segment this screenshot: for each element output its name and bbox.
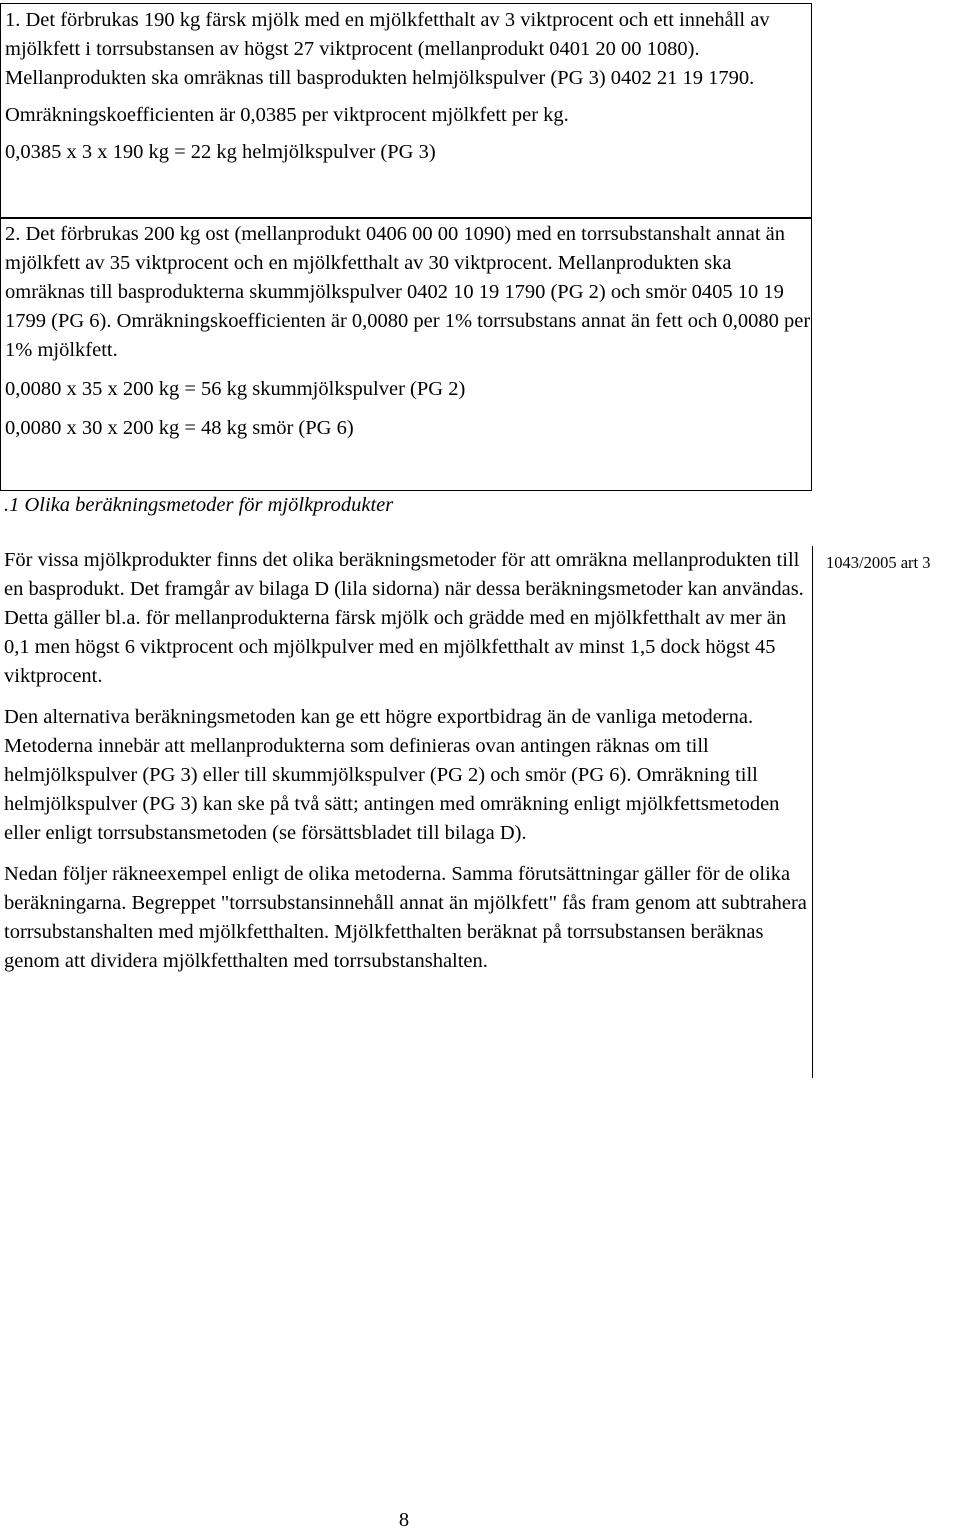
example-1-coefficient: Omräkningskoefficienten är 0,0385 per viktprocent mjölkfett per kg. bbox=[5, 104, 569, 126]
paragraph-2: Den alternativa beräkningsmetoden kan ge ett högre exportbidrag än de vanliga metoderna. Metoderna innebär att mellanprodukterna som definieras ovan antingen räknas om till helmjölkspulver (PG 3) eller till skummjölkspulver (PG 2) och smör (PG 6). Omräkning till helmjölkspulver (PG 3) kan ske på två sätt; antingen med omräkning enligt mjölkfettsmetoden eller enligt torrsubstansmetoden (se försättsbladet till bilaga D). bbox=[4, 706, 780, 844]
example-1-text: 1. Det förbrukas 190 kg färsk mjölk med en mjölkfetthalt av 3 viktprocent och ett innehåll av mjölkfett i torrsubstansen av högst 27 viktprocent (mellanprodukt 0401 20 00 1080). Mellanprodukten ska omräknas till basprodukten helmjölkspulver (PG 3) 0402 21 19 1790. bbox=[5, 9, 770, 89]
example-2-text: 2. Det förbrukas 200 kg ost (mellanprodukt 0406 00 00 1090) med en torrsubstanshalt annat än mjölkfett av 35 viktprocent och en mjölkfetthalt av 30 viktprocent. Mellanprodukten ska omräknas till basprodukterna skummjölkspulver 0402 10 19 1790 (PG 2) och smör 0405 10 19 1799 (PG 6). Omräkningskoefficienten är 0,0080 per 1% torrsubstans annat än fett och 0,0080 per 1% mjölkfett. bbox=[5, 223, 811, 361]
example-box-1 bbox=[0, 3, 812, 219]
example-2-calculation-1: 0,0080 x 35 x 200 kg = 56 kg skummjölkspulver (PG 2) bbox=[5, 378, 466, 400]
example-1-calculation: 0,0385 x 3 x 190 kg = 22 kg helmjölkspulver (PG 3) bbox=[5, 141, 436, 163]
section-heading: .1 Olika beräkningsmetoder för mjölkprodukter bbox=[4, 494, 394, 516]
paragraph-1: För vissa mjölkprodukter finns det olika beräkningsmetoder för att omräkna mellanprodukten till en basprodukt. Det framgår av bilaga D (lila sidorna) när dessa beräkningsmetoder kan användas. Detta gäller bl.a. för mellanprodukterna färsk mjölk och grädde med en mjölkfetthalt av mer än 0,1 men högst 6 viktprocent och mjölkpulver med en mjölkfetthalt av minst 1,5 dock högst 45 viktprocent. bbox=[4, 549, 804, 687]
example-box-2 bbox=[0, 217, 812, 491]
example-2-calculation-2: 0,0080 x 30 x 200 kg = 48 kg smör (PG 6) bbox=[5, 417, 354, 439]
paragraph-3: Nedan följer räkneexempel enligt de olika metoderna. Samma förutsättningar gäller för de olika beräkningarna. Begreppet "torrsubstansinnehåll annat än mjölkfett" fås fram genom att subtrahera torrsubstanshalten med mjölkfetthalten. Mjölkfetthalten beräknat på torrsubstansen beräknas genom att dividera mjölkfetthalten med torrsubstanshalten. bbox=[4, 863, 807, 972]
page-number: 8 bbox=[398, 1509, 410, 1531]
margin-divider bbox=[812, 546, 813, 1078]
section-body bbox=[4, 546, 812, 976]
legal-reference: 1043/2005 art 3 bbox=[826, 553, 931, 572]
